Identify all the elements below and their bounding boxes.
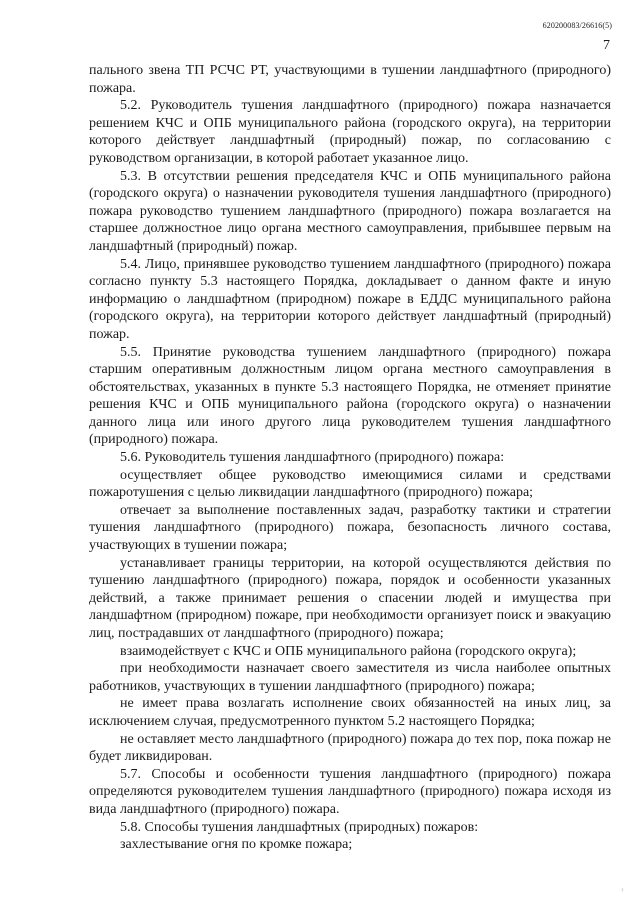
list-item-duty: отвечает за выполнение поставленных задач, разработку тактики и стратегии тушения ландшафтного (природного) пожара, безопасность личного состава, участвующих в тушении пожара;: [89, 502, 611, 554]
paragraph-5-7: 5.7. Способы и особенности тушения ландшафтного (природного) пожара определяются руководителем тушения ландшафтного (природного) пожара исходя из вида ландшафтного (природного) пожара.: [89, 766, 611, 817]
paragraph-5-4: 5.4. Лицо, принявшее руководство тушением ландшафтного (природного) пожара согласно пункту 5.3 настоящего Порядка, докладывает о данном факте и иную информацию о ландшафтном (природном) пожаре в ЕДДС муниципального района (городского округа), на территории которого действует ландшафтный (природный) пожар.: [89, 256, 611, 342]
paragraph-continuation: пального звена ТП РСЧС РТ, участвующими в тушении ландшафтного (природного) пожара.: [89, 63, 611, 96]
list-item-duty: не оставляет место ландшафтного (природного) пожара до тех пор, пока пожар не будет ликвидирован.: [89, 731, 611, 765]
document-id: 620200083/26616(5): [542, 21, 612, 30]
list-item-duty: при необходимости назначает своего заместителя из числа наиболее опытных работников, участвующих в тушении ландшафтного (природного) пожара;: [89, 661, 611, 694]
paragraph-5-3: 5.3. В отсутствии решения председателя КЧС и ОПБ муниципального района (городского округа) о назначении руководителя тушения ландшафтного (природного) пожара руководство тушением ландшафтного (природного) пожара возлагается на старшее должностное лицо органа местного самоуправления, прибывшее первым на ландшафтный (природный) пожар.: [89, 168, 611, 254]
list-item-duty: осуществляет общее руководство имеющимися силами и средствами пожаротушения с целью ликвидации ландшафтного (природного) пожара;: [89, 467, 611, 501]
paragraph-5-2: 5.2. Руководитель тушения ландшафтного (природного) пожара назначается решением КЧС и ОПБ муниципального района (городского округа), на территории которого действует ландшафтный (природный) пожар, по согласованию с руководством организации, в которой работает указанное лицо.: [89, 98, 611, 166]
scan-corner-mark: ‹: [621, 884, 624, 894]
document-body: [89, 62, 611, 854]
paragraph-5-6: 5.6. Руководитель тушения ландшафтного (природного) пожара:: [120, 450, 505, 466]
list-item-duty: не имеет права возлагать исполнение своих обязанностей на иных лиц, за исключением случая, предусмотренного пунктом 5.2 настоящего Порядка;: [89, 696, 611, 729]
paragraph-5-8: 5.8. Способы тушения ландшафтных (природных) пожаров:: [120, 819, 479, 835]
list-item-duty: взаимодействует с КЧС и ОПБ муниципального района (городского округа);: [120, 643, 577, 659]
paragraph-5-5: 5.5. Принятие руководства тушением ландшафтного (природного) пожара старшим оперативным должностным лицом органа местного самоуправления в обстоятельствах, указанных в пункте 5.3 настоящего Порядка, не отменяет принятие решения КЧС и ОПБ муниципального района (городского округа) о назначении данного лица или иного другого лица руководителем тушения ландшафтного (природного) пожара.: [89, 344, 611, 448]
list-item-method: захлестывание огня по кромке пожара;: [120, 837, 353, 853]
list-item-duty: устанавливает границы территории, на которой осуществляются действия по тушению ландшафтного (природного) пожара, порядок и особенности указанных действий, а также принимает решения о спасении людей и имущества при ландшафтном (природном) пожаре, при необходимости организует поиск и эвакуацию лиц, пострадавших от ландшафтного (природного) пожара;: [89, 555, 611, 641]
page-number: 7: [603, 38, 610, 53]
